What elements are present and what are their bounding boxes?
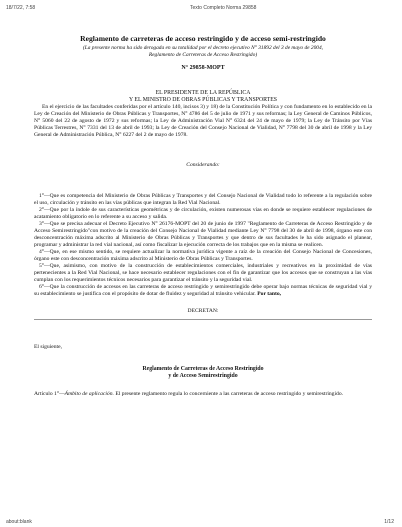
print-doc-title: Texto Completo Norma 29858	[190, 5, 257, 11]
considerando-item: 5°—Que, asimismo, con motivo de la construcción de establecimientos comerciales, industriales y recreativos en la proximidad de vías pertenecientes a la Red Vial Nacional, se hace necesario establecer regulaciones con el fin de garantizar que los accesos que se construyan a las vías cumplan con los requerimientos técnicos necesarios para garantizar el tránsito y la seguridad vial.	[34, 263, 372, 283]
decree-number: N° 29858-MOPT	[181, 65, 225, 71]
article-text: El presente reglamento regula lo concerniente a las carreteras de acceso restringido y semirestringido.	[113, 391, 344, 397]
considerando-item	[34, 284, 372, 298]
subtitle-line-2: Reglamento de Carreteras de Acceso Restringido)	[148, 52, 258, 58]
browser-print-header	[0, 0, 402, 14]
authority-line-2: Y EL MINISTRO DE OBRAS PÚBLICAS Y TRANSPORTES	[129, 97, 277, 103]
browser-print-footer	[0, 517, 402, 527]
por-tanto: Por tanto,	[257, 291, 282, 297]
considerando-item: 4°—Que, en ese mismo sentido, se requiere actualizar la normativa jurídica vigente a raíz de la creación del Consejo Nacional de Concesiones, órgano este con desconcentración máxima adscrito al Ministerio de Obras Públicas y Transportes.	[34, 249, 372, 262]
print-url: about:blank	[6, 519, 32, 525]
article-1	[34, 391, 372, 398]
article-title: Ámbito de aplicación.	[64, 391, 114, 397]
el-siguiente: El siguiente,	[34, 344, 62, 350]
page-number: 1/12	[384, 519, 394, 525]
issuing-authority	[34, 90, 372, 104]
considerando-heading: Considerando:	[186, 162, 220, 168]
regulation-title	[34, 366, 372, 380]
authority-line-1: EL PRESIDENTE DE LA REPÚBLICA	[155, 90, 251, 96]
considerando-item: 2°—Que por la índole de sus características geométricas y de circulación, existen numerosas vías en donde se requiere establecer regulaciones de acatamiento obligatorio en lo referente a su acceso y salida.	[34, 207, 372, 220]
article-label: Artículo 1°—	[34, 391, 65, 397]
decretan-heading: DECRETAN:	[187, 308, 219, 314]
preamble-paragraph: En el ejercicio de las facultades conferidas por el artículo 140, incisos 3) y 18) de la Constitución Política y con fundamento en lo establecido en la Ley de Creación del Ministerio de Obras Públicas y Transportes, N° 4786 del 5 de julio de 1971 y sus reformas; la Ley General de Caminos Públicos, N° 5060 del 22 de agosto de 1972 y sus reformas; la Ley de Administración Vial N° 6324 del 24 de mayo de 1979; la Ley de Tránsito por Vías Públicas Terrestres, N° 7331 del 13 de abril de 1993; la Ley de Creación del Consejo Nacional de Vialidad, N° 7798 del 30 de abril de 1998 y la Ley General de Administración Pública, N° 6227 del 2 de mayo de 1978.	[34, 104, 372, 138]
considerando-item-text: 6°—Que la construcción de accesos en las carreteras de acceso restringido y semirestringido debe operar bajo normas técnicas de seguridad vial y su establecimiento se justifica con el propósito de dotar de fluidez y seguridad al tránsito vehicular.	[34, 284, 372, 297]
section-divider	[34, 319, 372, 320]
considerando-item: 3°—Que se precisa adecuar el Decreto Ejecutivo N° 26176-MOPT del 20 de junio de 1997 "Reglamento de Carreteras de Acceso Restringido y de Acceso Semirestringido"con motivo de la creación del Consejo Nacional de Vialidad mediante Ley N° 7798 del 30 de abril de 1998, órgano este con desconcentración máxima adscrito al Ministerio de Obras Públicas y Transportes y que dentro de sus facultades le ha sido asignado el planear, programar y administrar la red vial nacional, así como fiscalizar la ejecución correcta de los trabajos que en la misma se realicen.	[34, 221, 372, 248]
subtitle-line-1: (La presente norma ha sido derogada en su totalidad por el decreto ejecutivo N° 31892 del 3 de mayo de 2004,	[82, 45, 324, 51]
document-title: Reglamento de carreteras de acceso restringido y de acceso semi-restringido	[80, 34, 326, 43]
considerando-item: 1°—Que es competencia del Ministerio de Obras Públicas y Transportes y del Consejo Nacional de Vialidad todo lo referente a la regulación sobre el uso, circulación y tránsito en las vías públicas que integran la Red Vial Nacional.	[34, 193, 372, 206]
regulation-title-line-1: Reglamento de Carreteras de Acceso Restringido	[142, 366, 264, 372]
print-datetime: 18/7/22, 7:58	[6, 5, 36, 11]
regulation-title-line-2: y de Acceso Semirestringido	[168, 373, 238, 379]
document-subtitle	[34, 45, 372, 59]
document-body	[34, 34, 372, 398]
